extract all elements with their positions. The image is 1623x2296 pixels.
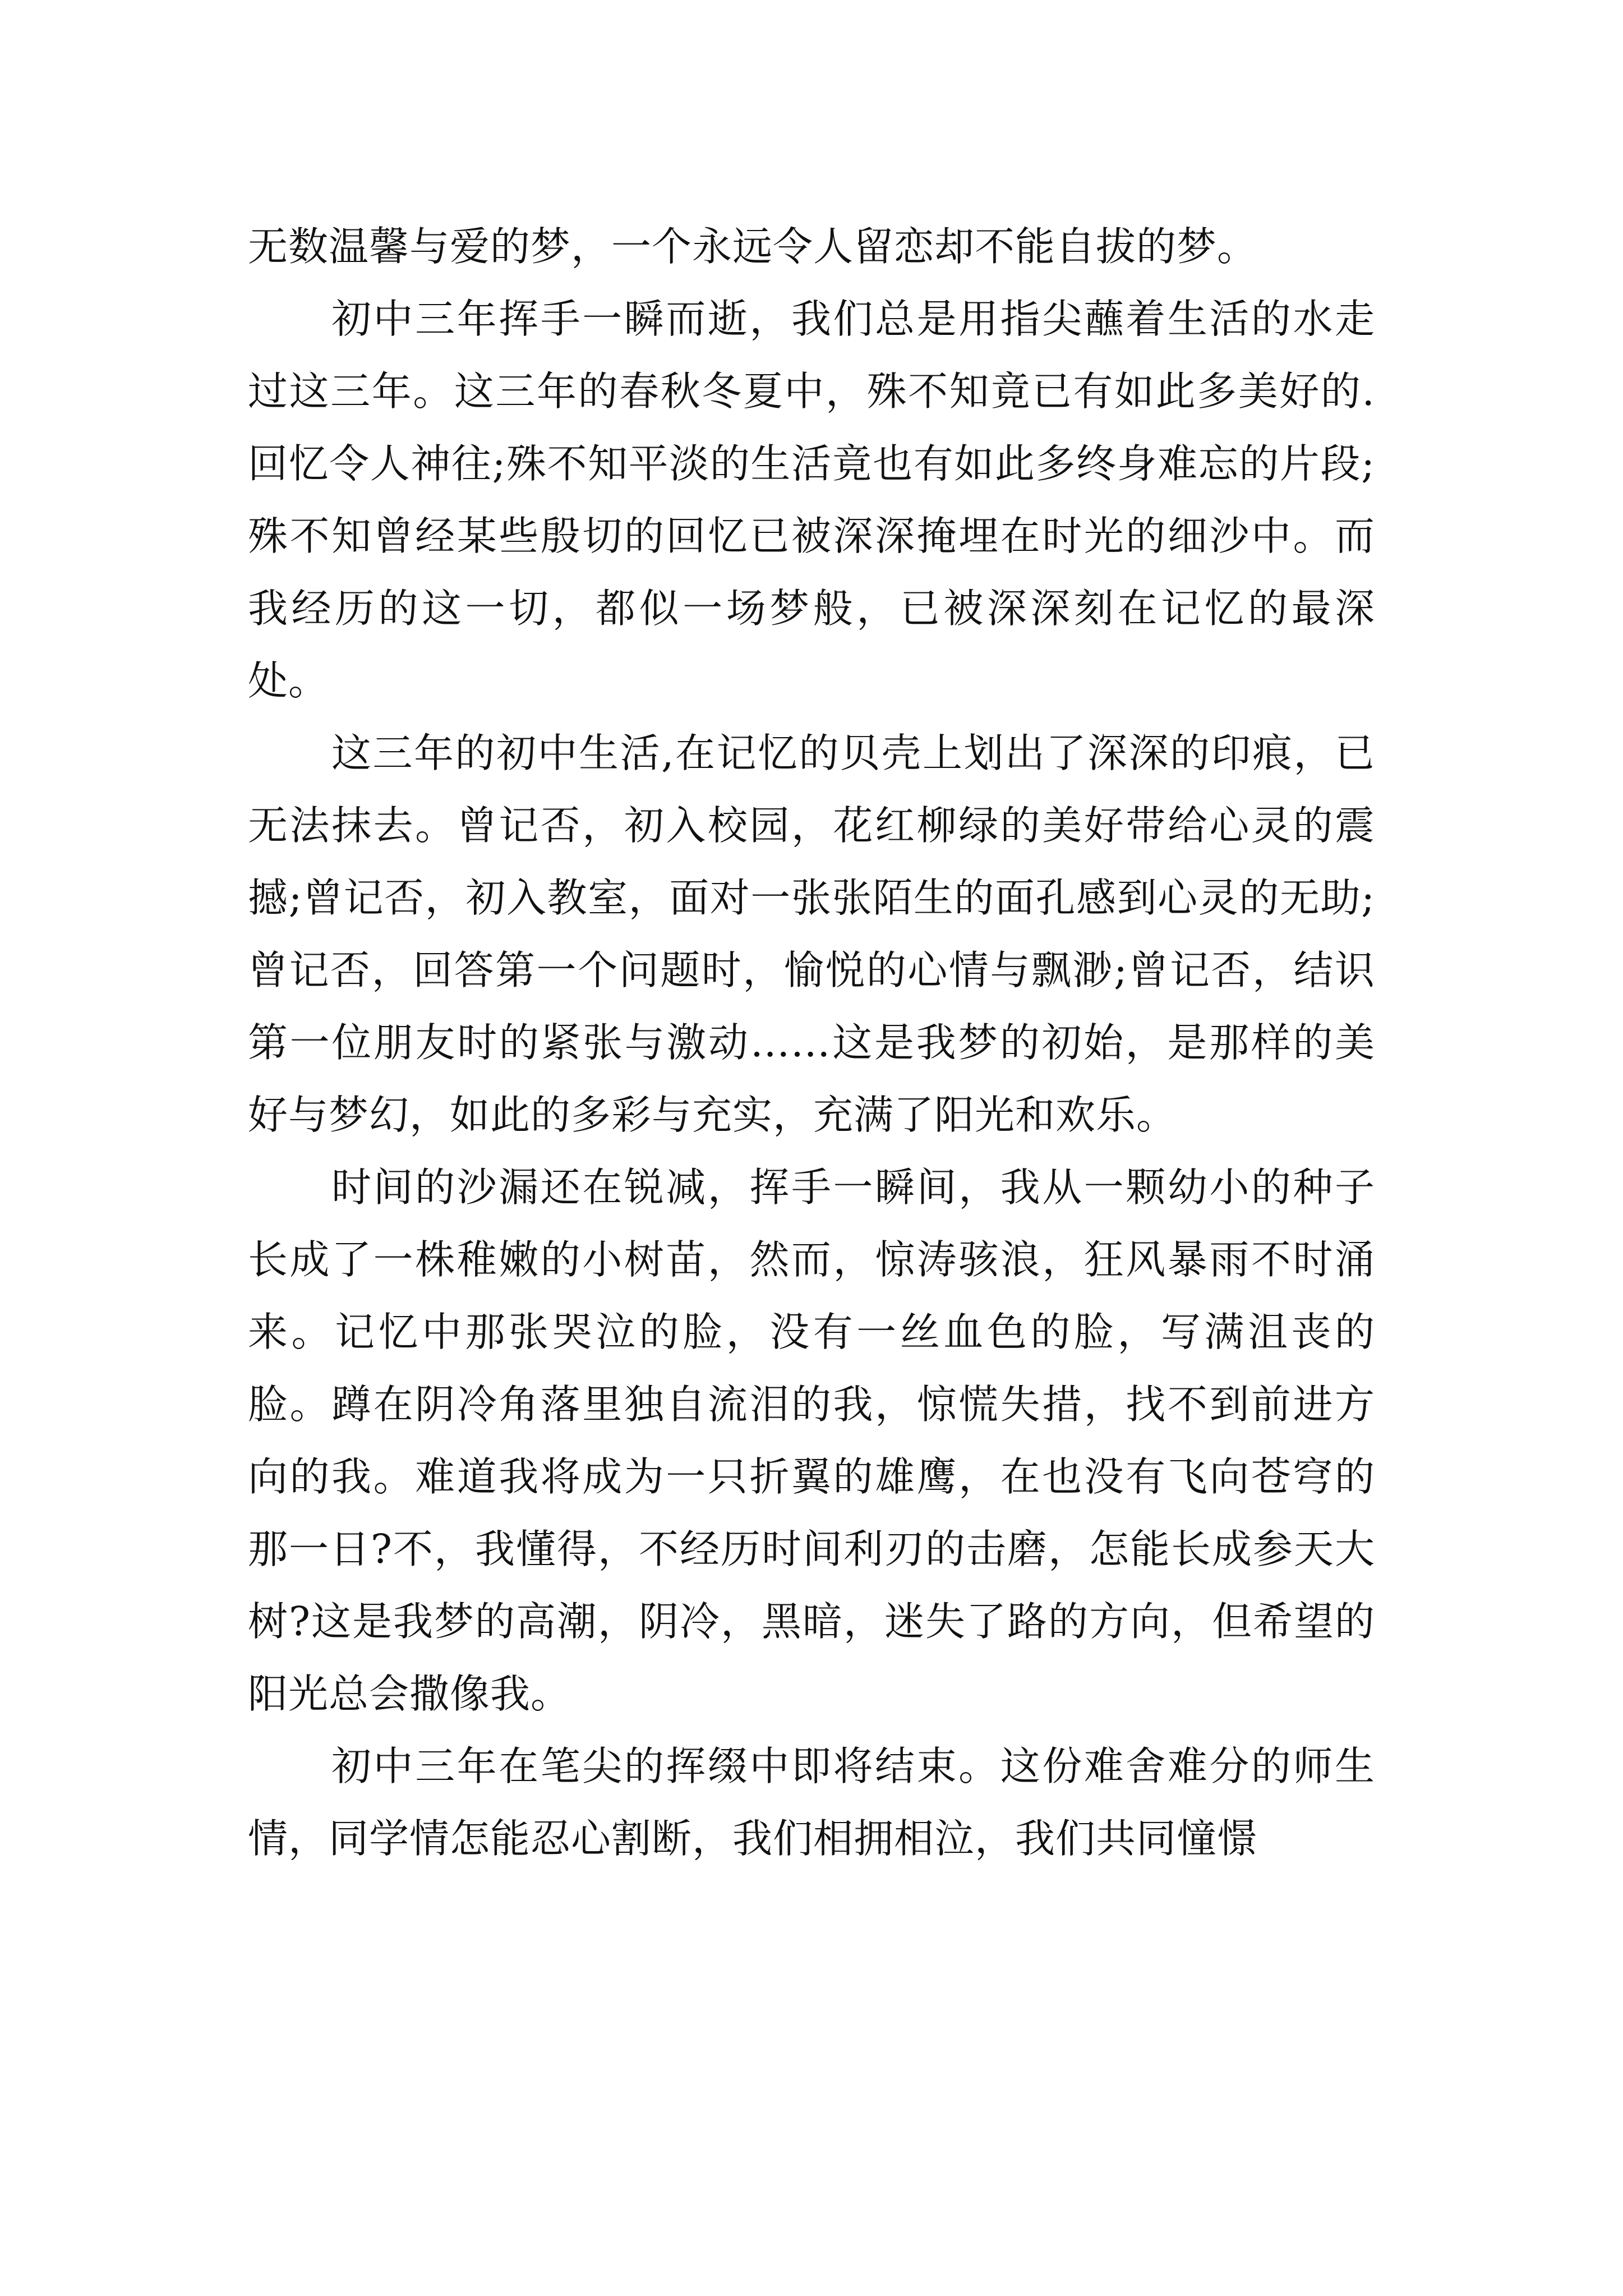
document-body — [248, 210, 1375, 1875]
paragraph-4: 时间的沙漏还在锐减，挥手一瞬间，我从一颗幼小的种子长成了一株稚嫩的小树苗，然而，惊涛骇浪，狂风暴雨不时涌来。记忆中那张哭泣的脸，没有一丝血色的脸，写满沮丧的脸。蹲在阴冷角落里独自流泪的我，惊慌失措，找不到前进方向的我。难道我将成为一只折翼的雄鹰，在也没有飞向苍穹的那一日?不，我懂得，不经历时间利刃的击磨，怎能长成参天大树?这是我梦的高潮，阴冷，黑暗，迷失了路的方向，但希望的阳光总会撒像我。 — [248, 1164, 1375, 1717]
paragraph-5: 初中三年在笔尖的挥缀中即将结束。这份难舍难分的师生情，同学情怎能忍心割断，我们相拥相泣，我们共同憧憬 — [248, 1743, 1375, 1862]
paragraph-1: 无数温馨与爱的梦，一个永远令人留恋却不能自拔的梦。 — [248, 223, 1258, 270]
paragraph-2: 初中三年挥手一瞬而逝，我们总是用指尖蘸着生活的水走过这三年。这三年的春秋冬夏中，殊不知竟已有如此多美好的.回忆令人神往;殊不知平淡的生活竟也有如此多终身难忘的片段;殊不知曾经某些殷切的回忆已被深深掩埋在时光的细沙中。而我经历的这一切，都似一场梦般，已被深深刻在记忆的最深处。 — [248, 296, 1375, 704]
paragraph-3: 这三年的初中生活,在记忆的贝壳上划出了深深的印痕，已无法抹去。曾记否，初入校园，花红柳绿的美好带给心灵的震撼;曾记否，初入教室，面对一张张陌生的面孔感到心灵的无助;曾记否，回答第一个问题时，愉悦的心情与飘渺;曾记否，结识第一位朋友时的紧张与激动……这是我梦的初始，是那样的美好与梦幻，如此的多彩与充实，充满了阳光和欢乐。 — [248, 730, 1375, 1138]
